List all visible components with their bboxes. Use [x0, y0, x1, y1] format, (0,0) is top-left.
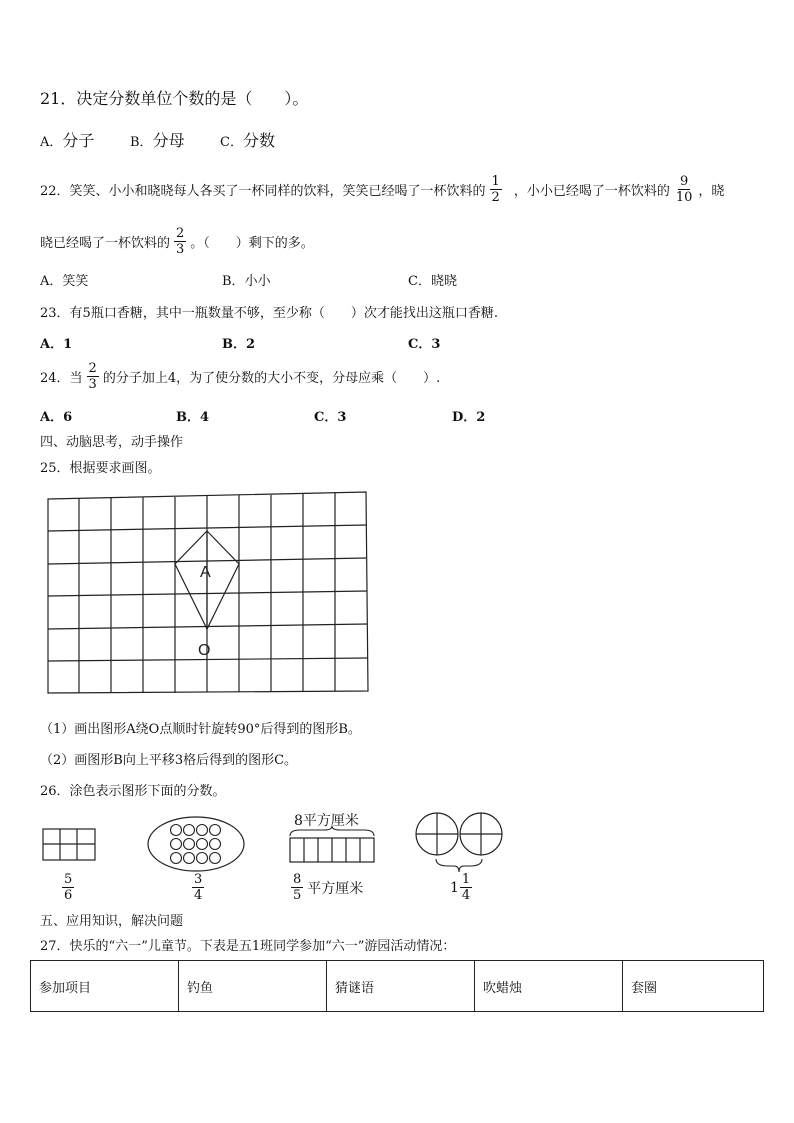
fraction-8-5-label — [287, 872, 363, 903]
fraction-numerator: 1 — [461, 872, 471, 887]
q25-sub1: （1）画出图形A绕O点顺时针旋转90°后得到的图形B。 — [40, 722, 361, 737]
fraction-numerator: 2 — [88, 360, 97, 376]
q24-text-1: 24．当 — [40, 370, 83, 386]
q26-stem: 26．涂色表示图形下面的分数。 — [40, 784, 226, 799]
strip-figure — [288, 826, 376, 864]
fraction-numerator: 8 — [293, 872, 302, 887]
fraction-denominator: 10 — [675, 189, 693, 205]
table-cell: 吹蜡烛 — [475, 961, 623, 1012]
option-text: 分数 — [242, 131, 275, 150]
fraction-numerator: 2 — [176, 225, 185, 241]
fraction-numerator: 3 — [194, 872, 203, 887]
q22-text-4: 晓已经喝了一杯饮料的 — [40, 235, 171, 251]
q22-line1 — [40, 172, 724, 206]
q21-option-b — [130, 128, 185, 151]
fraction-denominator: 5 — [293, 888, 302, 903]
table-cell: 猜谜语 — [327, 961, 475, 1012]
label-a: A — [200, 564, 211, 581]
option-letter: B． — [176, 410, 200, 425]
option-letter: B． — [130, 135, 153, 150]
option-letter: C． — [408, 337, 432, 352]
fraction-denominator: 6 — [64, 888, 73, 903]
fraction-denominator: 3 — [88, 376, 97, 392]
table-cell: 参加项目 — [31, 961, 179, 1012]
whole-number: 1 — [450, 879, 459, 896]
fraction-3-4 — [188, 872, 208, 903]
q24-stem — [40, 358, 440, 394]
table-row — [31, 961, 764, 1012]
option-text: 分子 — [62, 131, 95, 150]
q22-text-1: 22．笑笑、小小和晓晓每人各买了一杯同样的饮料，笑笑已经喝了一杯饮料的 — [40, 183, 486, 199]
table-cell: 套圈 — [623, 961, 764, 1012]
q25-stem: 25．根据要求画图。 — [40, 461, 161, 476]
option-letter: A． — [40, 135, 63, 150]
grid-lines — [48, 492, 368, 693]
q23-option-a — [40, 333, 72, 352]
q24-option-b — [176, 406, 209, 425]
fraction-denominator: 4 — [194, 888, 203, 903]
fraction-denominator: 4 — [461, 888, 471, 903]
q24-option-c — [314, 406, 346, 425]
table-cell: 钓鱼 — [179, 961, 327, 1012]
q22-line2 — [40, 224, 314, 258]
q22-text-3: ，晓 — [698, 183, 725, 199]
fraction-denominator: 2 — [491, 189, 500, 205]
option-letter: D． — [452, 410, 477, 425]
area-label-8: 8平方厘米 — [294, 813, 359, 829]
option-letter: A． — [40, 274, 63, 289]
option-text: 3 — [337, 410, 347, 425]
brace — [290, 826, 374, 836]
fraction-numerator: 5 — [64, 872, 73, 887]
fraction-denominator: 3 — [176, 241, 185, 257]
q22-text-2: ，小小已经喝了一杯饮料的 — [513, 183, 670, 199]
label-o: O — [198, 642, 211, 659]
q24-option-d — [452, 406, 485, 425]
fraction-numerator: 1 — [491, 173, 500, 189]
option-letter: B． — [222, 337, 246, 352]
q22-option-b — [222, 270, 271, 289]
q23-option-b — [222, 333, 255, 352]
q27-stem: 27．快乐的“六一”儿童节。下表是五1班同学参加“六一”游园活动情况： — [40, 939, 456, 954]
q21-option-a — [40, 128, 94, 151]
option-letter: A． — [40, 410, 64, 425]
option-text: 小小 — [244, 274, 271, 289]
option-text: 1 — [63, 337, 73, 352]
q22-option-c — [408, 270, 457, 289]
q22-option-a — [40, 270, 88, 289]
option-text: 3 — [431, 337, 441, 352]
q24-text-2: 的分子加上4，为了使分数的大小不变，分母应乘（ ）. — [102, 370, 441, 386]
q24-option-a — [40, 406, 72, 425]
fraction — [87, 361, 99, 392]
fraction-5-6 — [58, 872, 78, 903]
option-letter: A． — [40, 337, 64, 352]
q21-option-c — [220, 128, 275, 151]
option-letter: C． — [408, 274, 431, 289]
option-text: 2 — [246, 337, 256, 352]
section-heading-4: 四、动脑思考，动手操作 — [40, 435, 184, 450]
option-letter: C． — [314, 410, 338, 425]
option-text: 晓晓 — [430, 274, 457, 289]
mixed-number-1-1-4 — [450, 872, 476, 903]
two-circles-figure — [414, 812, 506, 874]
option-letter: C． — [220, 135, 243, 150]
fraction — [674, 174, 695, 205]
ellipse-circles-figure — [146, 815, 246, 873]
activity-table — [30, 960, 764, 1012]
rectangle-grid-figure — [42, 828, 96, 861]
option-text: 2 — [476, 410, 486, 425]
q25-sub2: （2）画图形B向上平移3格后得到的图形C。 — [40, 753, 298, 768]
brace — [436, 859, 482, 872]
option-letter: B． — [222, 274, 245, 289]
option-text: 6 — [63, 410, 73, 425]
q23-stem: 23．有5瓶口香糖，其中一瓶数量不够，至少称（ ）次才能找出这瓶口香糖. — [40, 306, 498, 321]
q25-grid-figure — [40, 488, 372, 698]
option-text: 笑笑 — [62, 274, 89, 289]
q22-text-5: 。（ ）剩下的多。 — [190, 235, 314, 251]
fraction — [174, 226, 186, 257]
unit-label: 平方厘米 — [307, 880, 364, 897]
q21-stem: 21．决定分数单位个数的是（ ）。 — [40, 89, 309, 108]
q23-option-c — [408, 333, 440, 352]
fraction-numerator: 9 — [679, 173, 689, 189]
option-text: 分母 — [152, 131, 185, 150]
fraction — [490, 174, 502, 205]
option-text: 4 — [200, 410, 210, 425]
section-heading-5: 五、应用知识，解决问题 — [40, 914, 184, 929]
